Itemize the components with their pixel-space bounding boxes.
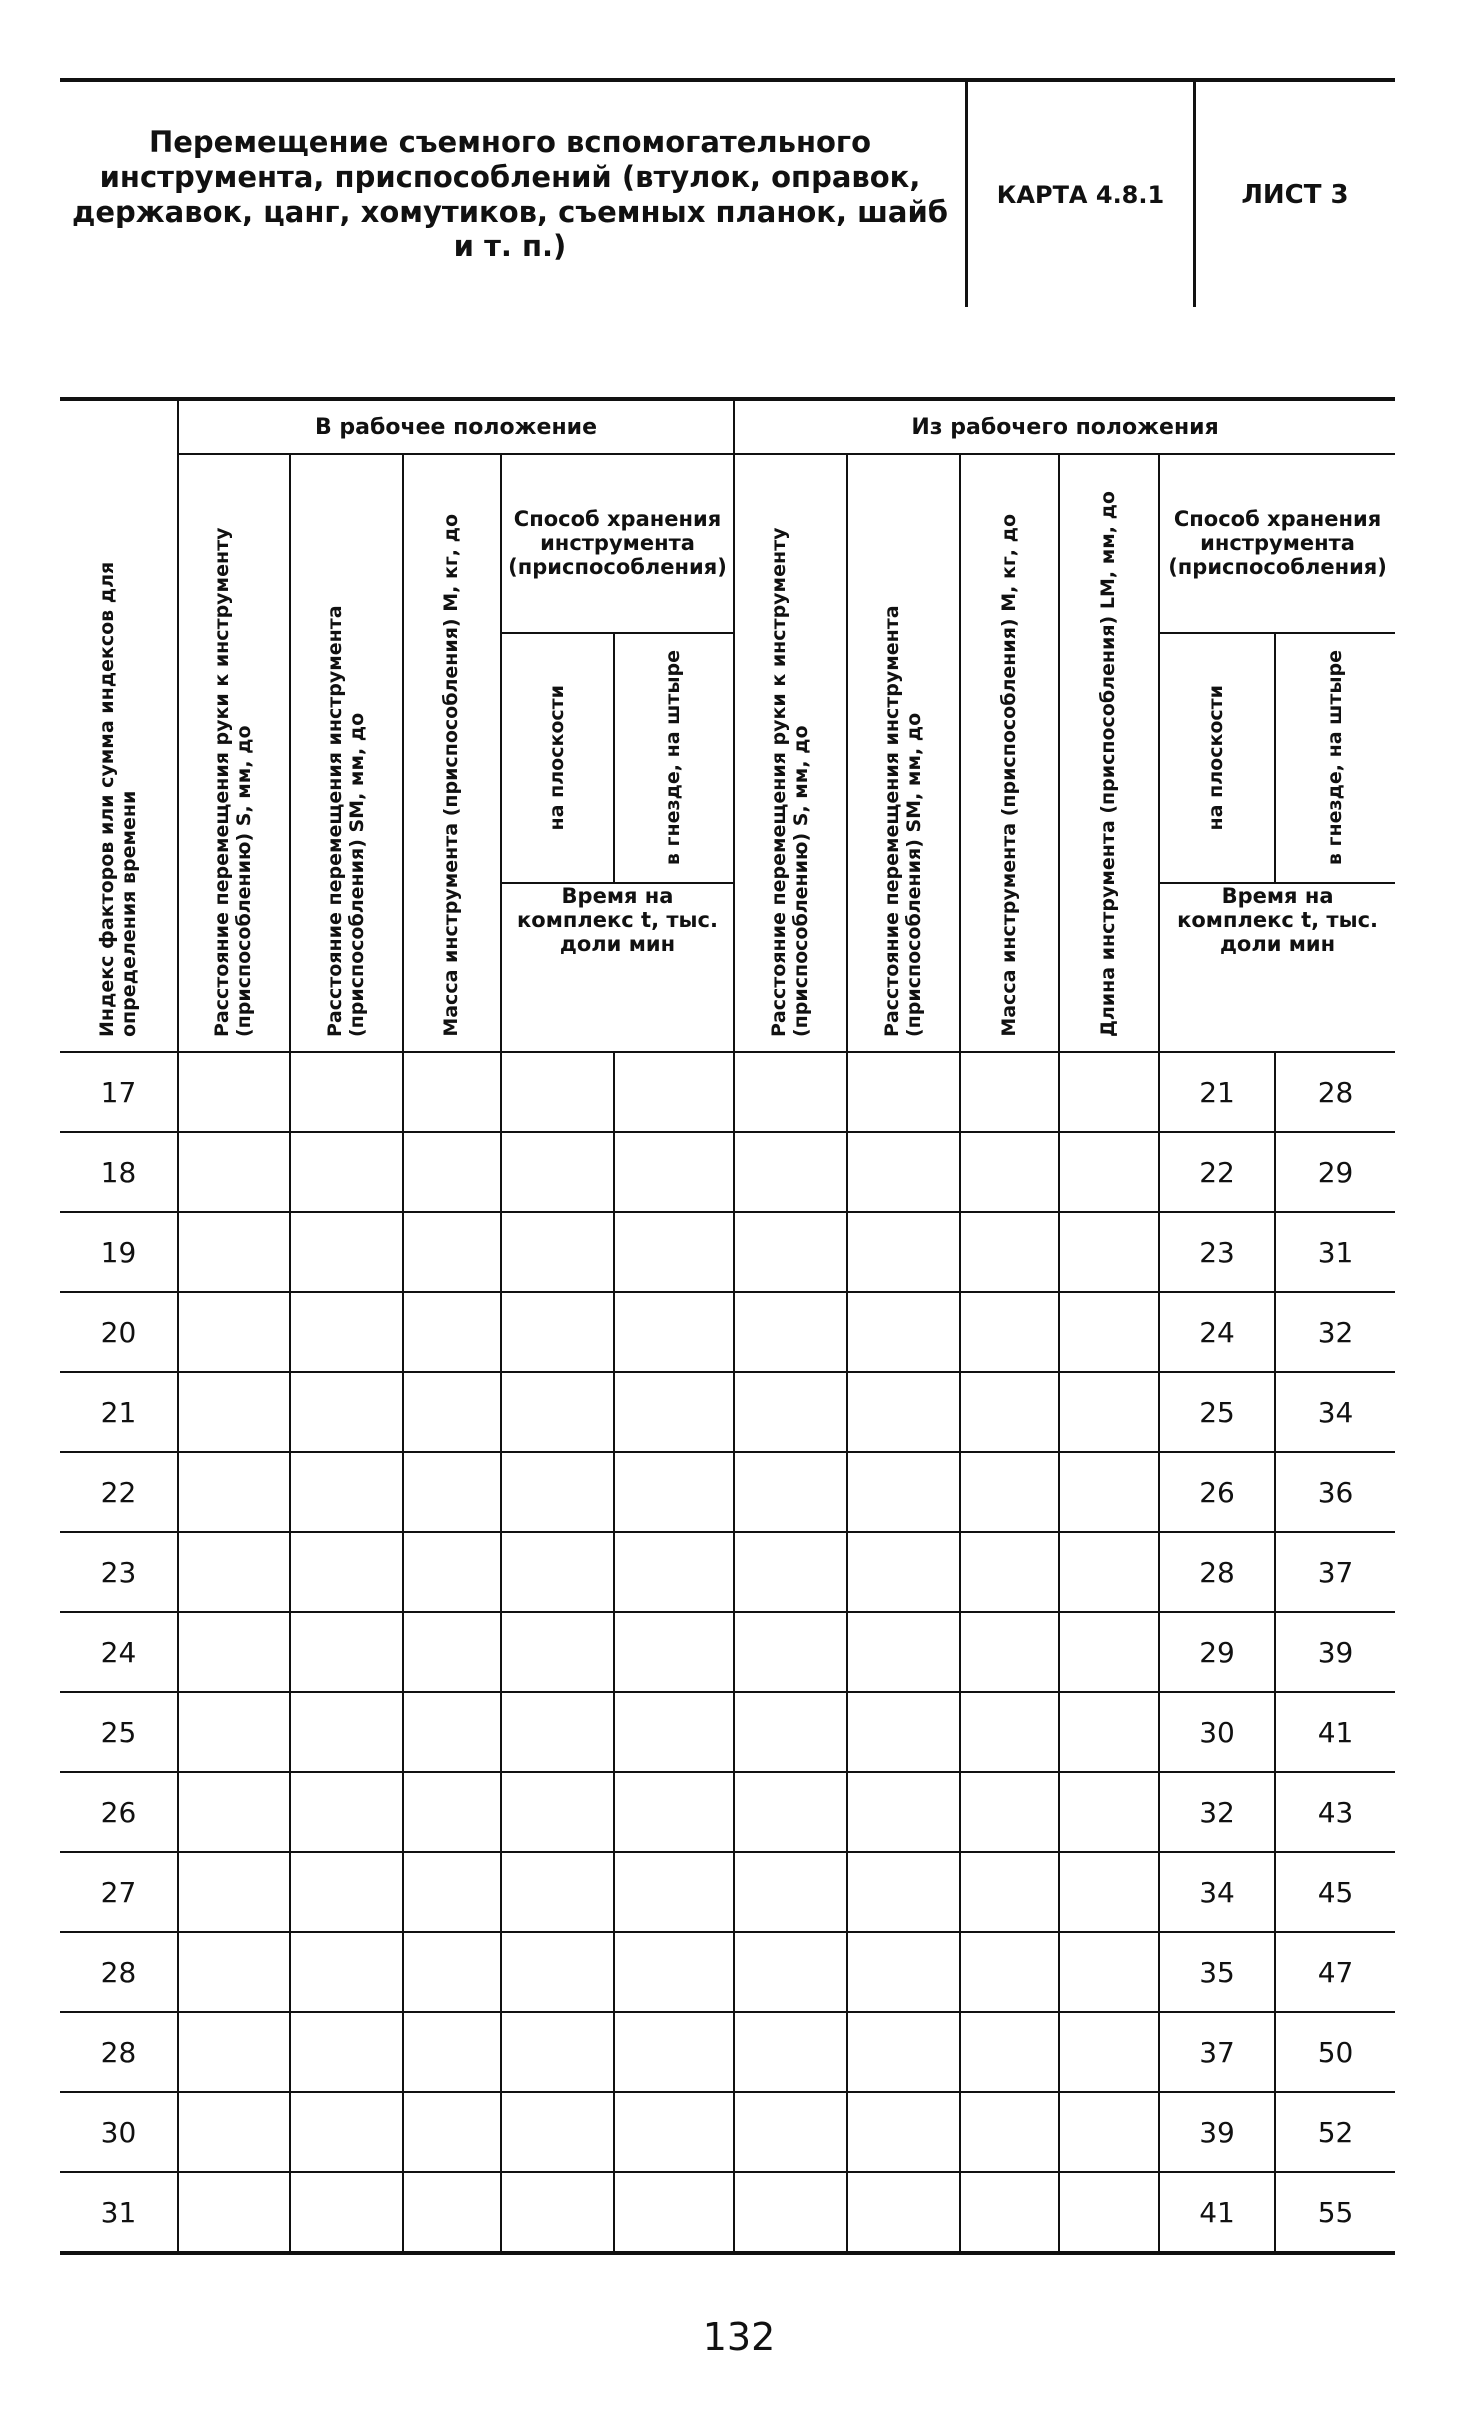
empty-cell xyxy=(847,2172,960,2253)
time-in-socket-cell: 31 xyxy=(1275,1212,1395,1292)
empty-cell xyxy=(847,1772,960,1852)
time-in-socket-cell: 50 xyxy=(1275,2012,1395,2092)
empty-cell xyxy=(734,1932,847,2012)
empty-cell xyxy=(1059,2012,1159,2092)
empty-cell xyxy=(960,1852,1059,1932)
table-row xyxy=(60,2012,1395,2092)
empty-cell xyxy=(290,1212,403,1292)
group-from-working: Из рабочего положения xyxy=(734,399,1395,454)
empty-cell xyxy=(734,2172,847,2253)
header-on-plane-to: на плоскости xyxy=(501,633,614,883)
empty-cell xyxy=(1059,1292,1159,1372)
empty-cell xyxy=(501,1052,614,1132)
empty-cell xyxy=(960,1932,1059,2012)
empty-cell xyxy=(403,1212,501,1292)
empty-cell xyxy=(178,1372,290,1452)
empty-cell xyxy=(290,2172,403,2253)
time-in-socket-cell: 41 xyxy=(1275,1692,1395,1772)
table-row xyxy=(60,1372,1395,1452)
index-cell: 26 xyxy=(60,1772,178,1852)
empty-cell xyxy=(1059,1932,1159,2012)
empty-cell xyxy=(847,1692,960,1772)
index-cell: 25 xyxy=(60,1692,178,1772)
index-cell: 30 xyxy=(60,2092,178,2172)
empty-cell xyxy=(734,1612,847,1692)
time-on-plane-cell: 26 xyxy=(1159,1452,1275,1532)
empty-cell xyxy=(501,1212,614,1292)
empty-cell xyxy=(403,1532,501,1612)
empty-cell xyxy=(290,1132,403,1212)
empty-cell xyxy=(847,1292,960,1372)
header-on-plane-from: на плоскости xyxy=(1159,633,1275,883)
empty-cell xyxy=(847,1532,960,1612)
header-length-from: Длина инструмента (приспособления) LM, мм, до xyxy=(1059,454,1159,1052)
header-tool-distance-to: Расстояние перемещения инструмента (приспособления) SM, мм, до xyxy=(290,454,403,1052)
empty-cell xyxy=(178,1932,290,2012)
empty-cell xyxy=(403,2092,501,2172)
time-in-socket-cell: 43 xyxy=(1275,1772,1395,1852)
time-on-plane-cell: 41 xyxy=(1159,2172,1275,2253)
time-in-socket-cell: 34 xyxy=(1275,1372,1395,1452)
time-in-socket-cell: 28 xyxy=(1275,1052,1395,1132)
empty-cell xyxy=(290,1452,403,1532)
empty-cell xyxy=(614,2012,734,2092)
header-storage-to: Способ хранения инструмента (приспособления) xyxy=(501,454,734,633)
group-to-working: В рабочее положение xyxy=(178,399,734,454)
table-row xyxy=(60,1212,1395,1292)
empty-cell xyxy=(1059,2172,1159,2253)
empty-cell xyxy=(614,2172,734,2253)
header-in-socket-from: в гнезде, на штыре xyxy=(1275,633,1395,883)
empty-cell xyxy=(960,1452,1059,1532)
time-on-plane-cell: 30 xyxy=(1159,1692,1275,1772)
empty-cell xyxy=(734,1052,847,1132)
empty-cell xyxy=(614,1772,734,1852)
empty-cell xyxy=(1059,1852,1159,1932)
empty-cell xyxy=(403,1932,501,2012)
index-cell: 17 xyxy=(60,1052,178,1132)
empty-cell xyxy=(734,1532,847,1612)
empty-cell xyxy=(960,1132,1059,1212)
empty-cell xyxy=(960,1772,1059,1852)
time-on-plane-cell: 24 xyxy=(1159,1292,1275,1372)
header-mass-to: Масса инструмента (приспособления) М, кг, до xyxy=(403,454,501,1052)
empty-cell xyxy=(1059,1452,1159,1532)
empty-cell xyxy=(290,2092,403,2172)
time-in-socket-cell: 37 xyxy=(1275,1532,1395,1612)
table-row xyxy=(60,1692,1395,1772)
index-cell: 24 xyxy=(60,1612,178,1692)
empty-cell xyxy=(1059,1212,1159,1292)
empty-cell xyxy=(501,1532,614,1612)
header-in-socket-to: в гнезде, на штыре xyxy=(614,633,734,883)
table-row xyxy=(60,1052,1395,1132)
index-cell: 23 xyxy=(60,1532,178,1612)
empty-cell xyxy=(1059,1372,1159,1452)
empty-cell xyxy=(501,1852,614,1932)
empty-cell xyxy=(1059,1692,1159,1772)
table-row xyxy=(60,1612,1395,1692)
empty-cell xyxy=(960,1372,1059,1452)
empty-cell xyxy=(960,1692,1059,1772)
empty-cell xyxy=(178,1612,290,1692)
empty-cell xyxy=(960,2012,1059,2092)
empty-cell xyxy=(960,1212,1059,1292)
index-cell: 28 xyxy=(60,2012,178,2092)
empty-cell xyxy=(290,1292,403,1372)
empty-cell xyxy=(614,1852,734,1932)
empty-cell xyxy=(178,2092,290,2172)
empty-cell xyxy=(1059,1052,1159,1132)
empty-cell xyxy=(734,2012,847,2092)
empty-cell xyxy=(178,1772,290,1852)
empty-cell xyxy=(403,1052,501,1132)
header-index: Индекс факторов или сумма индексов для определения времени xyxy=(60,399,178,1052)
empty-cell xyxy=(290,1372,403,1452)
table-row xyxy=(60,2092,1395,2172)
empty-cell xyxy=(290,1692,403,1772)
empty-cell xyxy=(403,2172,501,2253)
table-row xyxy=(60,1852,1395,1932)
empty-cell xyxy=(734,1452,847,1532)
time-on-plane-cell: 34 xyxy=(1159,1852,1275,1932)
sheet-number: ЛИСТ 3 xyxy=(1241,179,1349,210)
header-storage-from: Способ хранения инструмента (приспособления) xyxy=(1159,454,1395,633)
empty-cell xyxy=(178,1852,290,1932)
time-in-socket-cell: 29 xyxy=(1275,1132,1395,1212)
header-hand-distance-to: Расстояние перемещения руки к инструменту (приспособлению) S, мм, до xyxy=(178,454,290,1052)
empty-cell xyxy=(501,2092,614,2172)
empty-cell xyxy=(847,1052,960,1132)
empty-cell xyxy=(290,2012,403,2092)
empty-cell xyxy=(501,1372,614,1452)
empty-cell xyxy=(960,1612,1059,1692)
time-on-plane-cell: 37 xyxy=(1159,2012,1275,2092)
table-row xyxy=(60,1932,1395,2012)
empty-cell xyxy=(290,1612,403,1692)
time-in-socket-cell: 47 xyxy=(1275,1932,1395,2012)
table-row xyxy=(60,1452,1395,1532)
empty-cell xyxy=(734,1212,847,1292)
empty-cell xyxy=(1059,1532,1159,1612)
empty-cell xyxy=(614,1132,734,1212)
empty-cell xyxy=(501,1932,614,2012)
empty-cell xyxy=(1059,1612,1159,1692)
time-in-socket-cell: 36 xyxy=(1275,1452,1395,1532)
empty-cell xyxy=(178,1692,290,1772)
table-row xyxy=(60,1532,1395,1612)
empty-cell xyxy=(734,1372,847,1452)
time-on-plane-cell: 29 xyxy=(1159,1612,1275,1692)
empty-cell xyxy=(1059,1132,1159,1212)
time-in-socket-cell: 32 xyxy=(1275,1292,1395,1372)
table-row xyxy=(60,1292,1395,1372)
time-on-plane-cell: 22 xyxy=(1159,1132,1275,1212)
header-mass-from: Масса инструмента (приспособления) М, кг, до xyxy=(960,454,1059,1052)
empty-cell xyxy=(614,1292,734,1372)
time-on-plane-cell: 25 xyxy=(1159,1372,1275,1452)
empty-cell xyxy=(290,1772,403,1852)
empty-cell xyxy=(734,1292,847,1372)
time-on-plane-cell: 39 xyxy=(1159,2092,1275,2172)
index-cell: 22 xyxy=(60,1452,178,1532)
empty-cell xyxy=(734,1132,847,1212)
index-cell: 20 xyxy=(60,1292,178,1372)
empty-cell xyxy=(290,1052,403,1132)
index-cell: 19 xyxy=(60,1212,178,1292)
empty-cell xyxy=(403,1292,501,1372)
empty-cell xyxy=(501,1612,614,1692)
empty-cell xyxy=(403,1852,501,1932)
document-page xyxy=(60,78,1395,2255)
empty-cell xyxy=(501,2172,614,2253)
empty-cell xyxy=(614,1052,734,1132)
time-on-plane-cell: 21 xyxy=(1159,1052,1275,1132)
empty-cell xyxy=(614,1532,734,1612)
empty-cell xyxy=(178,1452,290,1532)
card-header xyxy=(60,78,1395,307)
empty-cell xyxy=(501,1452,614,1532)
empty-cell xyxy=(960,2092,1059,2172)
empty-cell xyxy=(734,1852,847,1932)
empty-cell xyxy=(847,1852,960,1932)
empty-cell xyxy=(178,1292,290,1372)
empty-cell xyxy=(290,1932,403,2012)
empty-cell xyxy=(501,1692,614,1772)
empty-cell xyxy=(403,2012,501,2092)
empty-cell xyxy=(614,1452,734,1532)
card-number: КАРТА 4.8.1 xyxy=(965,82,1196,307)
time-in-socket-cell: 55 xyxy=(1275,2172,1395,2253)
norms-table xyxy=(60,397,1395,2255)
index-cell: 21 xyxy=(60,1372,178,1452)
time-in-socket-cell: 52 xyxy=(1275,2092,1395,2172)
card-title: Перемещение съемного вспомогательного инструмента, приспособлений (втулок, оправок, державок, цанг, хомутиков, съемных планок, шайб и т. п.) xyxy=(71,124,949,264)
empty-cell xyxy=(178,2012,290,2092)
time-on-plane-cell: 35 xyxy=(1159,1932,1275,2012)
empty-cell xyxy=(734,1692,847,1772)
empty-cell xyxy=(178,1132,290,1212)
table-row xyxy=(60,1772,1395,1852)
index-cell: 27 xyxy=(60,1852,178,1932)
empty-cell xyxy=(847,1612,960,1692)
empty-cell xyxy=(403,1612,501,1692)
time-in-socket-cell: 45 xyxy=(1275,1852,1395,1932)
empty-cell xyxy=(178,1052,290,1132)
time-on-plane-cell: 32 xyxy=(1159,1772,1275,1852)
empty-cell xyxy=(847,2012,960,2092)
empty-cell xyxy=(614,1212,734,1292)
empty-cell xyxy=(403,1372,501,1452)
empty-cell xyxy=(178,1212,290,1292)
empty-cell xyxy=(614,1372,734,1452)
empty-cell xyxy=(847,1932,960,2012)
empty-cell xyxy=(614,1612,734,1692)
empty-cell xyxy=(501,1132,614,1212)
empty-cell xyxy=(614,1692,734,1772)
empty-cell xyxy=(734,2092,847,2172)
empty-cell xyxy=(960,2172,1059,2253)
time-on-plane-cell: 28 xyxy=(1159,1532,1275,1612)
empty-cell xyxy=(734,1772,847,1852)
header-hand-distance-from: Расстояние перемещения руки к инструменту (приспособлению) S, мм, до xyxy=(734,454,847,1052)
empty-cell xyxy=(1059,1772,1159,1852)
empty-cell xyxy=(178,2172,290,2253)
table-row xyxy=(60,1132,1395,1212)
empty-cell xyxy=(847,2092,960,2172)
index-cell: 18 xyxy=(60,1132,178,1212)
empty-cell xyxy=(847,1452,960,1532)
empty-cell xyxy=(614,1932,734,2012)
empty-cell xyxy=(403,1452,501,1532)
empty-cell xyxy=(501,1772,614,1852)
empty-cell xyxy=(290,1852,403,1932)
index-cell: 31 xyxy=(60,2172,178,2253)
index-cell: 28 xyxy=(60,1932,178,2012)
empty-cell xyxy=(1059,2092,1159,2172)
empty-cell xyxy=(501,2012,614,2092)
header-time-from: Время на комплекс t, тыс. доли мин xyxy=(1159,883,1395,1052)
header-tool-distance-from: Расстояние перемещения инструмента (приспособления) SM, мм, до xyxy=(847,454,960,1052)
empty-cell xyxy=(960,1292,1059,1372)
page-number: 132 xyxy=(702,2315,776,2359)
empty-cell xyxy=(847,1212,960,1292)
empty-cell xyxy=(403,1132,501,1212)
empty-cell xyxy=(960,1052,1059,1132)
time-on-plane-cell: 23 xyxy=(1159,1212,1275,1292)
empty-cell xyxy=(847,1372,960,1452)
empty-cell xyxy=(290,1532,403,1612)
empty-cell xyxy=(403,1772,501,1852)
empty-cell xyxy=(960,1532,1059,1612)
empty-cell xyxy=(403,1692,501,1772)
header-time-to: Время на комплекс t, тыс. доли мин xyxy=(501,883,734,1052)
table-row xyxy=(60,2172,1395,2253)
empty-cell xyxy=(614,2092,734,2172)
empty-cell xyxy=(501,1292,614,1372)
empty-cell xyxy=(847,1132,960,1212)
empty-cell xyxy=(178,1532,290,1612)
time-in-socket-cell: 39 xyxy=(1275,1612,1395,1692)
